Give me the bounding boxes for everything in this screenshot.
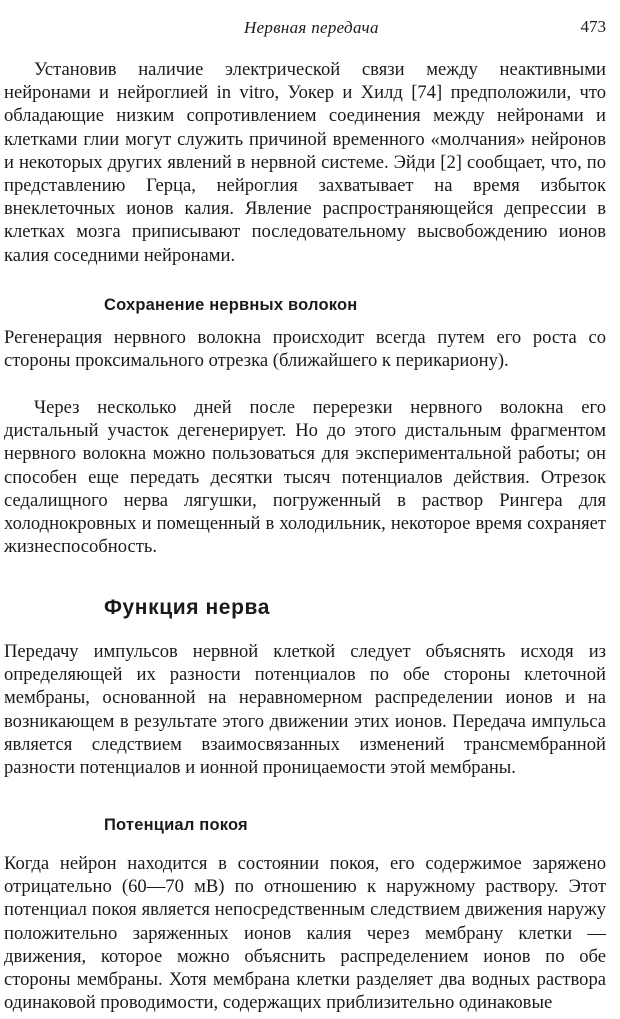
paragraph-impulse-transmission — [0, 640, 620, 779]
paragraph-regeneration — [0, 326, 620, 372]
paragraph-distal-fragment — [0, 396, 620, 558]
chapter-heading-nerve-function: Функция нерва — [104, 596, 271, 619]
paragraph-text: Передачу импульсов нервной клеткой следует объяснять исходя из определяющей их разности потенциалов по обе стороны клеточной мембраны, основанной на неравномерном распределении ионов и на возникающем в результате этого движении этих ионов. Передача импульса является следствием взаимосвязанных изменений трансмембранной разности потенциалов и ионной проницаемости этой мембраны. — [4, 641, 606, 779]
paragraph-neuroglia — [0, 58, 620, 267]
paragraph-text: Когда нейрон находится в состоянии покоя, его содержимое заряжено отрицательно (60—70 мВ) по отношению к наружному раствору. Этот потенциал покоя является непосредственным следствием движения наружу положительно заряженных ионов калия через мембрану клетки — движения, которое можно объяснить распределением ионов по обе стороны мембраны. Хотя мембрана клетки разделяет два водных раствора одинаковой проводимости, содержащих приблизительно одинаковые — [4, 853, 606, 1014]
paragraph-text: Установив наличие электрической связи между неактивными нейронами и нейроглией in vitro, Уокер и Хилд [74] предположили, что обладающие низким сопротивлением соединения между нейронами и клетками глии могут служить причиной временного «молчания» нейронов и некоторых других явлений в нервной системе. Эйди [2] сообщает, что, по представлению Герца, нейроглия захватывает на время избыток внеклеточных ионов калия. Явление распространяющейся депрессии в клетках мозга приписывают последовательному высвобождению ионов калия соседними нейронами. — [4, 59, 606, 266]
paragraph-text: Через несколько дней после перерезки нервного волокна его дистальный участок дегенерирует. Но до этого дистальным фрагментом нервного волокна можно пользоваться для экспериментальной работы; он способен еще передать десятки тысяч потенциалов действия. Отрезок седалищного нерва лягушки, погруженный в раствор Рингера для холоднокровных и помещенный в холодильник, некоторое время сохраняет жизнеспособность. — [4, 397, 606, 558]
running-title: Нервная передача — [244, 18, 379, 37]
section-heading-fiber-preservation: Сохранение нервных волокон — [104, 296, 358, 314]
paragraph-text: Регенерация нервного волокна происходит всегда путем его роста со стороны проксимального отрезка (ближайшего к перикариону). — [4, 327, 606, 372]
section-heading-resting-potential: Потенциал покоя — [104, 816, 248, 834]
running-head — [0, 14, 620, 42]
paragraph-resting-potential — [0, 852, 620, 1014]
page-number: 473 — [580, 17, 606, 36]
